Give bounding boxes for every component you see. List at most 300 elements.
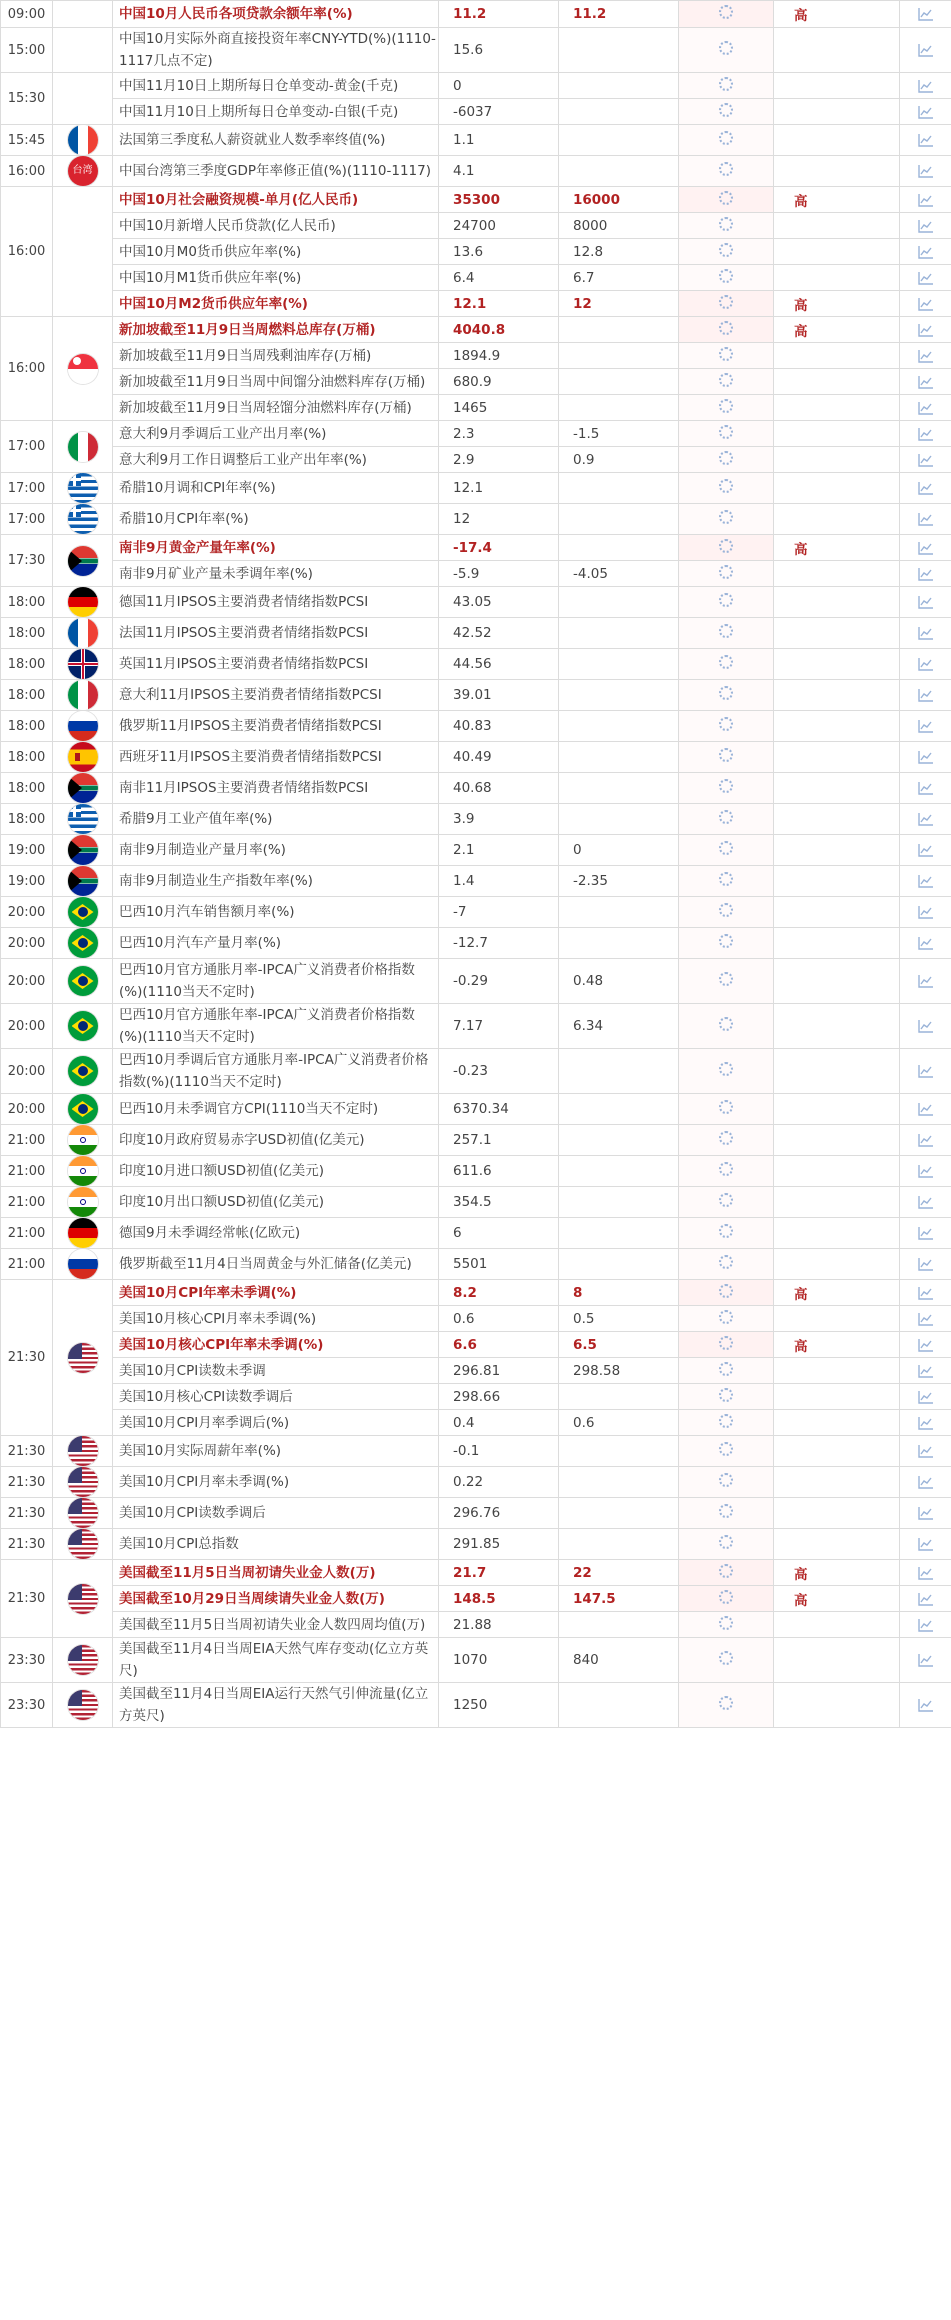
loading-spinner-icon — [719, 295, 733, 309]
table-row — [1, 1004, 951, 1049]
country-flag-cell — [53, 1218, 113, 1249]
table-row — [1, 680, 951, 711]
chart-link[interactable] — [900, 1156, 951, 1187]
chart-link[interactable] — [900, 1586, 951, 1612]
actual-value-loading — [679, 1, 774, 28]
country-flag-cell — [53, 1280, 113, 1436]
event-time: 20:00 — [1, 1094, 53, 1125]
event-name: 南非9月黄金产量年率(%) — [113, 535, 439, 561]
loading-spinner-icon — [719, 77, 733, 91]
actual-value-loading — [679, 1156, 774, 1187]
line-chart-icon[interactable] — [918, 192, 934, 208]
forecast-value — [559, 711, 679, 742]
chart-link[interactable] — [900, 187, 951, 213]
line-chart-icon[interactable] — [918, 1132, 934, 1148]
chart-link[interactable] — [900, 959, 951, 1004]
chart-link[interactable] — [900, 504, 951, 535]
line-chart-icon[interactable] — [918, 480, 934, 496]
actual-value-loading — [679, 447, 774, 473]
chart-link[interactable] — [900, 649, 951, 680]
importance-level — [774, 1004, 900, 1049]
forecast-value — [559, 535, 679, 561]
flag-icon-za — [68, 866, 98, 896]
flag-icon-ru — [68, 1249, 98, 1279]
event-name: 巴西10月未季调官方CPI(1110当天不定时) — [113, 1094, 439, 1125]
actual-value-loading — [679, 473, 774, 504]
chart-link[interactable] — [900, 473, 951, 504]
chart-link[interactable] — [900, 1410, 951, 1436]
country-flag-cell — [53, 959, 113, 1004]
line-chart-icon[interactable] — [918, 687, 934, 703]
event-time: 17:00 — [1, 421, 53, 473]
line-chart-icon[interactable] — [918, 374, 934, 390]
loading-spinner-icon — [719, 41, 733, 55]
loading-spinner-icon — [719, 373, 733, 387]
actual-value-loading — [679, 213, 774, 239]
table-row — [1, 1436, 951, 1467]
line-chart-icon[interactable] — [918, 625, 934, 641]
loading-spinner-icon — [719, 686, 733, 700]
line-chart-icon[interactable] — [918, 566, 934, 582]
chart-link[interactable] — [900, 421, 951, 447]
table-row — [1, 125, 951, 156]
previous-value: 298.66 — [439, 1384, 559, 1410]
forecast-value: 0.6 — [559, 1410, 679, 1436]
previous-value: 42.52 — [439, 618, 559, 649]
country-flag-cell — [53, 535, 113, 587]
importance-level — [774, 421, 900, 447]
line-chart-icon[interactable] — [918, 1617, 934, 1633]
previous-value: 6.4 — [439, 265, 559, 291]
line-chart-icon[interactable] — [918, 78, 934, 94]
forecast-value: 22 — [559, 1560, 679, 1586]
previous-value: 21.7 — [439, 1560, 559, 1586]
event-name: 意大利9月季调后工业产出月率(%) — [113, 421, 439, 447]
line-chart-icon[interactable] — [918, 1474, 934, 1490]
event-name: 新加坡截至11月9日当周轻馏分油燃料库存(万桶) — [113, 395, 439, 421]
country-flag-cell — [53, 421, 113, 473]
loading-spinner-icon — [719, 321, 733, 335]
chart-link[interactable] — [900, 395, 951, 421]
forecast-value — [559, 618, 679, 649]
table-row — [1, 317, 951, 343]
actual-value-loading — [679, 1560, 774, 1586]
importance-level — [774, 587, 900, 618]
actual-value-loading — [679, 1384, 774, 1410]
line-chart-icon[interactable] — [918, 1311, 934, 1327]
event-time: 21:30 — [1, 1498, 53, 1529]
importance-level — [774, 28, 900, 73]
event-name: 美国截至11月4日当周EIA运行天然气引伸流量(亿立方英尺) — [113, 1683, 439, 1728]
line-chart-icon[interactable] — [918, 718, 934, 734]
table-row — [1, 1586, 951, 1612]
chart-link[interactable] — [900, 711, 951, 742]
line-chart-icon[interactable] — [918, 1536, 934, 1552]
table-row — [1, 1306, 951, 1332]
previous-value: -0.29 — [439, 959, 559, 1004]
line-chart-icon[interactable] — [918, 1591, 934, 1607]
actual-value-loading — [679, 1612, 774, 1638]
actual-value-loading — [679, 28, 774, 73]
previous-value: 24700 — [439, 213, 559, 239]
flag-icon-us — [68, 1690, 98, 1720]
loading-spinner-icon — [719, 479, 733, 493]
event-name: 中国10月M2货币供应年率(%) — [113, 291, 439, 317]
table-row — [1, 866, 951, 897]
loading-spinner-icon — [719, 1193, 733, 1207]
importance-level: 高 — [774, 291, 900, 317]
chart-link[interactable] — [900, 156, 951, 187]
chart-link[interactable] — [900, 1249, 951, 1280]
loading-spinner-icon — [719, 539, 733, 553]
table-row — [1, 1249, 951, 1280]
chart-link[interactable] — [900, 1187, 951, 1218]
chart-link[interactable] — [900, 928, 951, 959]
table-row — [1, 213, 951, 239]
chart-link[interactable] — [900, 369, 951, 395]
table-row — [1, 447, 951, 473]
chart-link[interactable] — [900, 1529, 951, 1560]
chart-link[interactable] — [900, 1560, 951, 1586]
chart-link[interactable] — [900, 125, 951, 156]
flag-icon-it — [68, 680, 98, 710]
table-row — [1, 1529, 951, 1560]
importance-level — [774, 1436, 900, 1467]
chart-link[interactable] — [900, 561, 951, 587]
line-chart-icon[interactable] — [918, 42, 934, 58]
forecast-value — [559, 1049, 679, 1094]
flag-icon-us — [68, 1467, 98, 1497]
event-name: 南非11月IPSOS主要消费者情绪指数PCSI — [113, 773, 439, 804]
event-time: 21:00 — [1, 1125, 53, 1156]
actual-value-loading — [679, 504, 774, 535]
event-name: 意大利11月IPSOS主要消费者情绪指数PCSI — [113, 680, 439, 711]
flag-icon-br — [68, 966, 98, 996]
line-chart-icon[interactable] — [918, 973, 934, 989]
flag-icon-us — [68, 1645, 98, 1675]
table-row — [1, 187, 951, 213]
importance-level: 高 — [774, 1586, 900, 1612]
line-chart-icon[interactable] — [918, 1363, 934, 1379]
previous-value: 39.01 — [439, 680, 559, 711]
actual-value-loading — [679, 1280, 774, 1306]
line-chart-icon[interactable] — [918, 1194, 934, 1210]
table-row — [1, 1410, 951, 1436]
line-chart-icon[interactable] — [918, 811, 934, 827]
event-time: 18:00 — [1, 804, 53, 835]
loading-spinner-icon — [719, 191, 733, 205]
chart-link[interactable] — [900, 1436, 951, 1467]
chart-link[interactable] — [900, 1004, 951, 1049]
loading-spinner-icon — [719, 103, 733, 117]
chart-link[interactable] — [900, 835, 951, 866]
event-time: 21:30 — [1, 1467, 53, 1498]
chart-link[interactable] — [900, 28, 951, 73]
table-row — [1, 473, 951, 504]
event-time: 21:30 — [1, 1529, 53, 1560]
chart-link[interactable] — [900, 897, 951, 928]
line-chart-icon[interactable] — [918, 1337, 934, 1353]
event-time: 18:00 — [1, 680, 53, 711]
previous-value: 40.49 — [439, 742, 559, 773]
loading-spinner-icon — [719, 1017, 733, 1031]
actual-value-loading — [679, 897, 774, 928]
chart-link[interactable] — [900, 804, 951, 835]
previous-value: 148.5 — [439, 1586, 559, 1612]
line-chart-icon[interactable] — [918, 244, 934, 260]
previous-value: 1894.9 — [439, 343, 559, 369]
actual-value-loading — [679, 421, 774, 447]
chart-link[interactable] — [900, 1467, 951, 1498]
loading-spinner-icon — [719, 1473, 733, 1487]
chart-link[interactable] — [900, 447, 951, 473]
chart-link[interactable] — [900, 587, 951, 618]
loading-spinner-icon — [719, 1131, 733, 1145]
loading-spinner-icon — [719, 451, 733, 465]
line-chart-icon[interactable] — [918, 104, 934, 120]
table-row — [1, 156, 951, 187]
event-time: 16:00 — [1, 156, 53, 187]
chart-link[interactable] — [900, 1306, 951, 1332]
forecast-value — [559, 473, 679, 504]
line-chart-icon[interactable] — [918, 1697, 934, 1713]
line-chart-icon[interactable] — [918, 780, 934, 796]
event-name: 中国10月社会融资规模-单月(亿人民币) — [113, 187, 439, 213]
table-row — [1, 99, 951, 125]
forecast-value: 0.9 — [559, 447, 679, 473]
importance-level — [774, 711, 900, 742]
importance-level — [774, 99, 900, 125]
loading-spinner-icon — [719, 1414, 733, 1428]
chart-link[interactable] — [900, 680, 951, 711]
event-name: 德国11月IPSOS主要消费者情绪指数PCSI — [113, 587, 439, 618]
line-chart-icon[interactable] — [918, 452, 934, 468]
previous-value: 35300 — [439, 187, 559, 213]
table-row — [1, 535, 951, 561]
country-flag-cell — [53, 742, 113, 773]
line-chart-icon[interactable] — [918, 540, 934, 556]
line-chart-icon[interactable] — [918, 656, 934, 672]
importance-level — [774, 156, 900, 187]
table-row — [1, 1332, 951, 1358]
previous-value: 680.9 — [439, 369, 559, 395]
line-chart-icon[interactable] — [918, 1101, 934, 1117]
line-chart-icon[interactable] — [918, 1063, 934, 1079]
table-row — [1, 1, 951, 28]
importance-level — [774, 1218, 900, 1249]
table-row — [1, 1094, 951, 1125]
actual-value-loading — [679, 1218, 774, 1249]
line-chart-icon[interactable] — [918, 218, 934, 234]
importance-level — [774, 73, 900, 99]
previous-value: 44.56 — [439, 649, 559, 680]
importance-level — [774, 959, 900, 1004]
previous-value: 2.9 — [439, 447, 559, 473]
line-chart-icon[interactable] — [918, 6, 934, 22]
loading-spinner-icon — [719, 779, 733, 793]
table-row — [1, 618, 951, 649]
chart-link[interactable] — [900, 265, 951, 291]
forecast-value: 8 — [559, 1280, 679, 1306]
table-row — [1, 773, 951, 804]
actual-value-loading — [679, 959, 774, 1004]
chart-link[interactable] — [900, 213, 951, 239]
line-chart-icon[interactable] — [918, 1505, 934, 1521]
forecast-value: 0.48 — [559, 959, 679, 1004]
line-chart-icon[interactable] — [918, 132, 934, 148]
chart-link[interactable] — [900, 1638, 951, 1683]
loading-spinner-icon — [719, 1255, 733, 1269]
actual-value-loading — [679, 73, 774, 99]
table-row — [1, 504, 951, 535]
line-chart-icon[interactable] — [918, 1256, 934, 1272]
loading-spinner-icon — [719, 1696, 733, 1710]
forecast-value — [559, 1683, 679, 1728]
country-flag-cell — [53, 1529, 113, 1560]
chart-link[interactable] — [900, 535, 951, 561]
forecast-value — [559, 1498, 679, 1529]
line-chart-icon[interactable] — [918, 1163, 934, 1179]
table-row — [1, 1049, 951, 1094]
chart-link[interactable] — [900, 742, 951, 773]
chart-link[interactable] — [900, 1218, 951, 1249]
previous-value: 6370.34 — [439, 1094, 559, 1125]
line-chart-icon[interactable] — [918, 904, 934, 920]
line-chart-icon[interactable] — [918, 1018, 934, 1034]
country-flag-cell — [53, 773, 113, 804]
loading-spinner-icon — [719, 655, 733, 669]
event-name: 希腊10月调和CPI年率(%) — [113, 473, 439, 504]
chart-link[interactable] — [900, 866, 951, 897]
line-chart-icon[interactable] — [918, 270, 934, 286]
table-row — [1, 1560, 951, 1586]
country-flag-cell — [53, 504, 113, 535]
event-name: 中国11月10日上期所每日仓单变动-黄金(千克) — [113, 73, 439, 99]
table-row — [1, 804, 951, 835]
country-flag-cell — [53, 1436, 113, 1467]
chart-link[interactable] — [900, 239, 951, 265]
line-chart-icon[interactable] — [918, 1415, 934, 1431]
event-time: 17:30 — [1, 535, 53, 587]
flag-icon-in — [68, 1156, 98, 1186]
line-chart-icon[interactable] — [918, 400, 934, 416]
line-chart-icon[interactable] — [918, 873, 934, 889]
forecast-value — [559, 28, 679, 73]
event-name: 美国10月核心CPI读数季调后 — [113, 1384, 439, 1410]
line-chart-icon[interactable] — [918, 1565, 934, 1581]
chart-link[interactable] — [900, 1280, 951, 1306]
country-flag-cell — [53, 125, 113, 156]
forecast-value: -2.35 — [559, 866, 679, 897]
chart-link[interactable] — [900, 343, 951, 369]
chart-link[interactable] — [900, 1094, 951, 1125]
chart-link[interactable] — [900, 1049, 951, 1094]
line-chart-icon[interactable] — [918, 1389, 934, 1405]
actual-value-loading — [679, 99, 774, 125]
actual-value-loading — [679, 742, 774, 773]
chart-link[interactable] — [900, 1612, 951, 1638]
event-time: 18:00 — [1, 773, 53, 804]
country-flag-cell — [53, 473, 113, 504]
flag-icon-us — [68, 1343, 98, 1373]
forecast-value: 8000 — [559, 213, 679, 239]
flag-icon-fr — [68, 125, 98, 155]
line-chart-icon[interactable] — [918, 296, 934, 312]
line-chart-icon[interactable] — [918, 749, 934, 765]
chart-link[interactable] — [900, 1358, 951, 1384]
line-chart-icon[interactable] — [918, 1225, 934, 1241]
line-chart-icon[interactable] — [918, 163, 934, 179]
chart-link[interactable] — [900, 73, 951, 99]
line-chart-icon[interactable] — [918, 594, 934, 610]
loading-spinner-icon — [719, 217, 733, 231]
actual-value-loading — [679, 561, 774, 587]
line-chart-icon[interactable] — [918, 935, 934, 951]
event-time: 09:00 — [1, 1, 53, 28]
previous-value: 0.22 — [439, 1467, 559, 1498]
chart-link[interactable] — [900, 291, 951, 317]
importance-level — [774, 1358, 900, 1384]
importance-level — [774, 897, 900, 928]
line-chart-icon[interactable] — [918, 511, 934, 527]
line-chart-icon[interactable] — [918, 1285, 934, 1301]
line-chart-icon[interactable] — [918, 348, 934, 364]
flag-icon-us — [68, 1529, 98, 1559]
actual-value-loading — [679, 535, 774, 561]
event-time: 21:00 — [1, 1187, 53, 1218]
line-chart-icon[interactable] — [918, 1443, 934, 1459]
event-name: 中国10月人民币各项贷款余额年率(%) — [113, 1, 439, 28]
line-chart-icon[interactable] — [918, 322, 934, 338]
table-row — [1, 1218, 951, 1249]
event-time: 21:00 — [1, 1218, 53, 1249]
chart-link[interactable] — [900, 317, 951, 343]
chart-link[interactable] — [900, 1332, 951, 1358]
event-name: 西班牙11月IPSOS主要消费者情绪指数PCSI — [113, 742, 439, 773]
event-time: 21:00 — [1, 1156, 53, 1187]
chart-link[interactable] — [900, 618, 951, 649]
event-name: 巴西10月官方通胀月率-IPCA广义消费者价格指数(%)(1110当天不定时) — [113, 959, 439, 1004]
line-chart-icon[interactable] — [918, 842, 934, 858]
actual-value-loading — [679, 156, 774, 187]
actual-value-loading — [679, 1529, 774, 1560]
actual-value-loading — [679, 1498, 774, 1529]
table-row — [1, 28, 951, 73]
forecast-value — [559, 773, 679, 804]
event-name: 美国截至11月5日当周初请失业金人数四周均值(万) — [113, 1612, 439, 1638]
event-name: 中国10月新增人民币贷款(亿人民币) — [113, 213, 439, 239]
line-chart-icon[interactable] — [918, 426, 934, 442]
chart-link[interactable] — [900, 1683, 951, 1728]
loading-spinner-icon — [719, 934, 733, 948]
actual-value-loading — [679, 680, 774, 711]
chart-link[interactable] — [900, 1498, 951, 1529]
chart-link[interactable] — [900, 1384, 951, 1410]
table-row — [1, 1467, 951, 1498]
previous-value: 12.1 — [439, 291, 559, 317]
chart-link[interactable] — [900, 1125, 951, 1156]
chart-link[interactable] — [900, 1, 951, 28]
loading-spinner-icon — [719, 810, 733, 824]
previous-value: 12 — [439, 504, 559, 535]
importance-level — [774, 649, 900, 680]
previous-value: 2.1 — [439, 835, 559, 866]
chart-link[interactable] — [900, 773, 951, 804]
event-time: 20:00 — [1, 928, 53, 959]
line-chart-icon[interactable] — [918, 1652, 934, 1668]
chart-link[interactable] — [900, 99, 951, 125]
forecast-value — [559, 1529, 679, 1560]
